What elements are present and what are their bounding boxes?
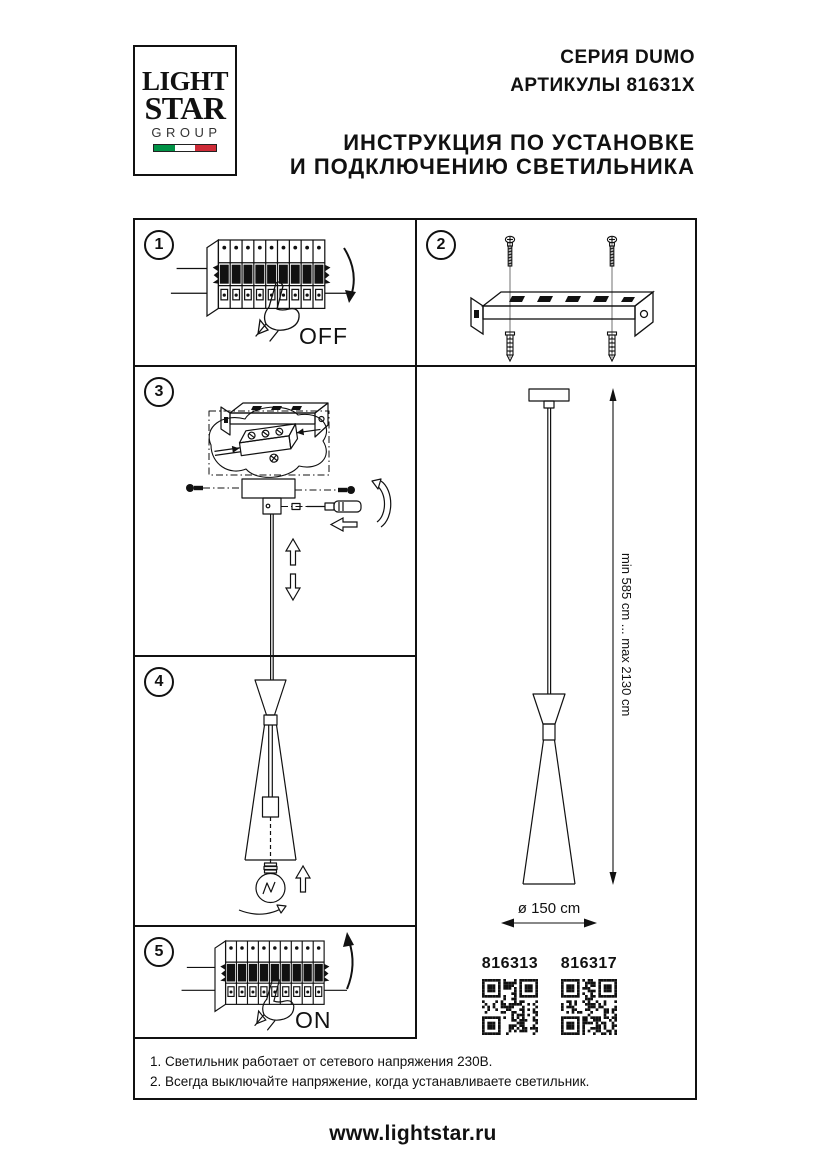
step3-panel xyxy=(135,367,415,655)
breaker-off-illustration xyxy=(135,220,415,365)
step2-number-badge: 2 xyxy=(426,230,456,260)
qr-code-816317 xyxy=(561,979,617,1035)
logo-light-text: LIGHT xyxy=(141,65,229,96)
step5-panel xyxy=(135,927,415,1037)
article-number-816313: 816313 xyxy=(481,955,539,972)
logo-star-text: STAR xyxy=(144,89,226,126)
pendant-lamp-drawing xyxy=(417,367,695,1037)
flag-white-stripe xyxy=(175,145,196,151)
on-label: ON xyxy=(295,1007,332,1033)
articles-title: АРТИКУЛЫ 81631X xyxy=(510,75,695,96)
flag-red-stripe xyxy=(195,145,216,151)
document-header xyxy=(290,44,695,179)
step3-number-badge: 3 xyxy=(144,377,174,407)
step1-number-badge: 1 xyxy=(144,230,174,260)
mounting-bracket-illustration xyxy=(417,220,695,365)
diameter-dimension-label: ø 150 cm xyxy=(517,900,581,917)
step4-number-badge: 4 xyxy=(144,667,174,697)
step2-panel xyxy=(417,220,695,365)
wiring-connection-illustration xyxy=(135,367,415,655)
website-footer: www.lightstar.ru xyxy=(329,1122,497,1145)
lamp-dimensions-panel xyxy=(417,367,695,1037)
lightstar-logo xyxy=(133,45,237,176)
note-line-1: 1. Светильник работает от сетевого напряжения 230В. xyxy=(150,1054,493,1069)
italian-flag xyxy=(153,144,217,152)
article-number-816317: 816317 xyxy=(560,955,618,972)
off-label: OFF xyxy=(299,323,348,349)
step5-number-badge: 5 xyxy=(144,937,174,967)
qr-code-816313 xyxy=(482,979,538,1035)
step1-panel xyxy=(135,220,415,365)
safety-notes xyxy=(135,1039,695,1098)
note-line-2: 2. Всегда выключайте напряжение, когда устанавливаете светильник. xyxy=(150,1074,590,1089)
instruction-title-line1: ИНСТРУКЦИЯ ПО УСТАНОВКЕ xyxy=(343,130,695,155)
instruction-title-line2: И ПОДКЛЮЧЕНИЮ СВЕТИЛЬНИКА xyxy=(289,154,695,179)
step4-panel xyxy=(135,657,415,925)
shade-and-bulb-illustration xyxy=(135,657,415,925)
series-title: СЕРИЯ DUMO xyxy=(560,47,695,68)
breaker-on-illustration xyxy=(135,927,415,1037)
instruction-grid xyxy=(133,218,697,1100)
flag-green-stripe xyxy=(154,145,175,151)
logo-group-text: GROUP xyxy=(151,125,222,141)
height-dimension-label: min 585 cm ... max 2130 cm xyxy=(619,553,634,717)
